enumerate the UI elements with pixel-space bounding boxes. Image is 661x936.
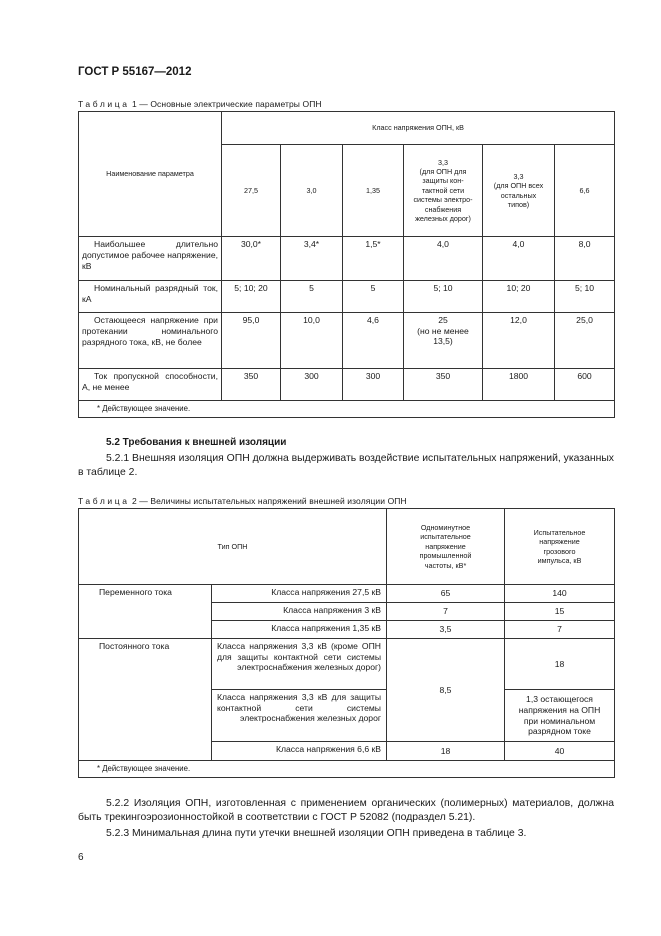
page-number: 6 xyxy=(78,852,84,863)
table1-cell: 4,0 xyxy=(483,237,555,281)
table1-row xyxy=(79,369,615,401)
table1-col-header: 3,0 xyxy=(281,145,343,237)
table1-cell: 350 xyxy=(404,369,483,401)
table2-cell: 140 xyxy=(505,585,615,603)
table2-row xyxy=(79,639,615,690)
table2-caption-text: 2 — Величины испытательных напряжений внешней изоляции ОПН xyxy=(129,496,407,506)
table1-col-header: 1,35 xyxy=(343,145,404,237)
table2-ac-group: Переменного тока xyxy=(79,585,212,639)
table1 xyxy=(78,111,615,418)
paragraph-5-2-1: 5.2.1 Внешняя изоляция ОПН должна выдерживать воздействие испытательных напряжений, указанных в таблице 2. xyxy=(78,453,614,478)
table1-row xyxy=(79,281,615,313)
table2-cell: 65 xyxy=(387,585,505,603)
table2-cell: 18 xyxy=(387,742,505,761)
table2-cell: 3,5 xyxy=(387,621,505,639)
table2-cell: 40 xyxy=(505,742,615,761)
table2-caption xyxy=(78,496,407,506)
table2-row xyxy=(79,585,615,603)
table1-cell: 4,6 xyxy=(343,313,404,369)
table2-cell: 7 xyxy=(505,621,615,639)
table2-caption-prefix: Таблица xyxy=(78,496,130,506)
table1-cell: 10,0 xyxy=(281,313,343,369)
table1-cell: 350 xyxy=(222,369,281,401)
table2 xyxy=(78,508,615,778)
table2-class-cell: Класса напряжения 1,35 кВ xyxy=(212,621,387,639)
table1-row-label: Наибольшее длительно допустимое рабочее напряжение, кВ xyxy=(79,237,222,281)
table2-footnote: * Действующее значение. xyxy=(79,761,615,778)
table2-cell: 7 xyxy=(387,603,505,621)
table1-row-label: Номинальный разрядный ток, кА xyxy=(79,281,222,313)
table1-row-label: Остающееся напряжение при протекании номинального разрядного тока, кВ, не более xyxy=(79,313,222,369)
table1-row xyxy=(79,237,615,281)
table1-row-label: Ток пропускной способности, А, не менее xyxy=(79,369,222,401)
table1-col-header: 6,6 xyxy=(555,145,615,237)
standard-code: ГОСТ Р 55167—2012 xyxy=(78,66,192,78)
table2-cell: 18 xyxy=(505,639,615,690)
table2-col2-header: Испытательное напряжение грозового импульса, кВ xyxy=(505,509,615,585)
table1-param-header: Наименование параметра xyxy=(79,112,222,237)
table1-caption xyxy=(78,99,322,109)
table2-cell: 1,3 остающегося напряжения на ОПН при номинальном разрядном токе xyxy=(505,690,615,742)
section-heading: 5.2 Требования к внешней изоляции xyxy=(106,437,287,448)
table1-cell: 12,0 xyxy=(483,313,555,369)
table1-class-header: Класс напряжения ОПН, кВ xyxy=(222,112,615,145)
table2-dc-group: Постоянного тока xyxy=(79,639,212,761)
table1-cell: 1,5* xyxy=(343,237,404,281)
table2-cell: 15 xyxy=(505,603,615,621)
table1-col-header: 3,3 (для ОПН для защиты кон- тактной сети системы электро- снабжения железных дорог) xyxy=(404,145,483,237)
table1-cell: 5; 10; 20 xyxy=(222,281,281,313)
table1-cell: 300 xyxy=(343,369,404,401)
table1-caption-text: 1 — Основные электрические параметры ОПН xyxy=(129,99,322,109)
table1-cell: 30,0* xyxy=(222,237,281,281)
paragraph-5-2-2: 5.2.2 Изоляция ОПН, изготовленная с применением органических (полимерных) материалов, должна быть трекингоэрозионностойкой в соответствии с ГОСТ Р 52082 (подраздел 5.21). xyxy=(78,798,614,823)
table1-cell: 10; 20 xyxy=(483,281,555,313)
table2-class-cell: Класса напряжения 27,5 кВ xyxy=(212,585,387,603)
table1-cell: 8,0 xyxy=(555,237,615,281)
table2-cell: 8,5 xyxy=(387,639,505,742)
table1-cell: 5 xyxy=(343,281,404,313)
table2-col1-header: Одноминутное испытательное напряжение промышленной частоты, кВ* xyxy=(387,509,505,585)
table1-cell: 25,0 xyxy=(555,313,615,369)
table2-class-cell: Класса напряжения 3,3 кВ для защиты контактной сети системы электроснабжения железных дорог xyxy=(212,690,387,742)
paragraph-5-2-3: 5.2.3 Минимальная длина пути утечки внешней изоляции ОПН приведена в таблице 3. xyxy=(106,828,527,839)
table2-class-cell: Класса напряжения 3 кВ xyxy=(212,603,387,621)
table1-cell: 5; 10 xyxy=(404,281,483,313)
table1-col-header: 27,5 xyxy=(222,145,281,237)
table1-cell: 600 xyxy=(555,369,615,401)
table1-cell: 4,0 xyxy=(404,237,483,281)
table1-row xyxy=(79,313,615,369)
table2-type-header: Тип ОПН xyxy=(79,509,387,585)
table1-cell: 95,0 xyxy=(222,313,281,369)
table1-cell: 1800 xyxy=(483,369,555,401)
table1-cell: 300 xyxy=(281,369,343,401)
table1-cell: 5 xyxy=(281,281,343,313)
table2-class-cell: Класса напряжения 3,3 кВ (кроме ОПН для защиты контактной сети системы электроснабжения железных дорог) xyxy=(212,639,387,690)
table1-col-header: 3,3 (для ОПН всех остальных типов) xyxy=(483,145,555,237)
table1-cell: 3,4* xyxy=(281,237,343,281)
table2-class-cell: Класса напряжения 6,6 кВ xyxy=(212,742,387,761)
table1-cell: 5; 10 xyxy=(555,281,615,313)
table1-footnote: * Действующее значение. xyxy=(79,401,615,418)
table1-caption-prefix: Таблица xyxy=(78,99,130,109)
table1-cell: 25 (но не менее 13,5) xyxy=(404,313,483,369)
